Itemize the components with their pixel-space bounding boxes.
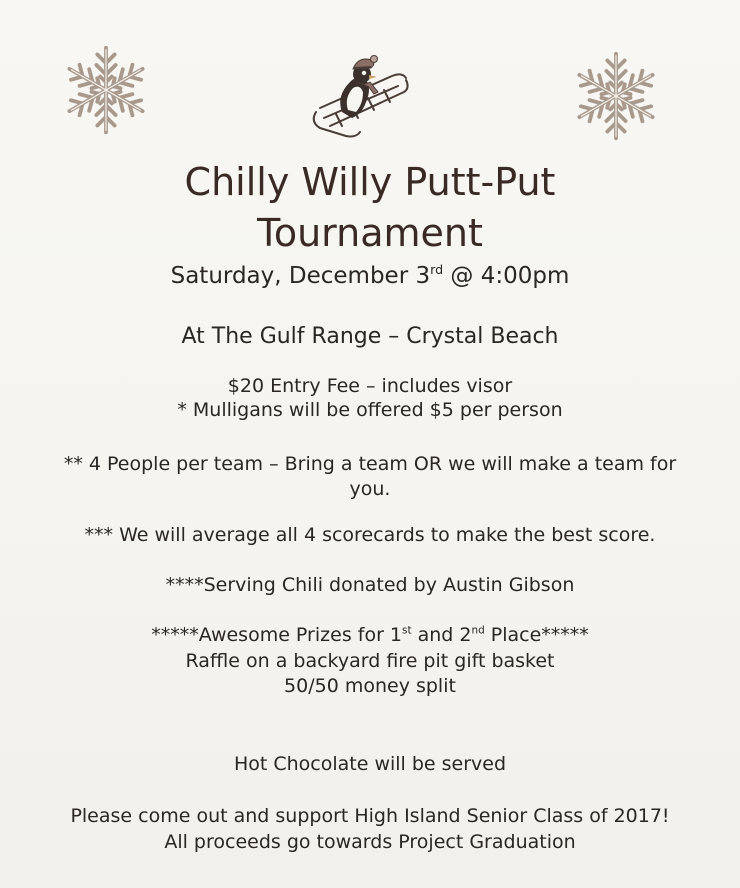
snowflake-icon — [568, 44, 664, 148]
mulligans-note: * Mulligans will be offered $5 per person — [177, 399, 563, 421]
support-note: Please come out and support High Island Senior Class of 2017! — [70, 805, 670, 827]
hot-chocolate-note: Hot Chocolate will be served — [233, 753, 507, 775]
prizes-note: *****Awesome Prizes for 1st and 2nd Place***** — [151, 624, 589, 646]
sledding-penguin-icon — [306, 52, 418, 144]
entry-fee: $20 Entry Fee – includes visor — [227, 375, 513, 397]
split-note: 50/50 money split — [284, 675, 456, 697]
raffle-note: Raffle on a backyard fire pit gift basket — [185, 650, 555, 672]
team-note-line-2: you. — [349, 478, 391, 500]
team-note-line-1: ** 4 People per team – Bring a team OR we will make a team for — [63, 453, 677, 475]
chili-note: ****Serving Chili donated by Austin Gibson — [165, 574, 575, 596]
title-line-1: Chilly Willy Putt-Put — [184, 160, 556, 204]
event-venue: At The Gulf Range – Crystal Beach — [181, 324, 559, 349]
title-line-2: Tournament — [257, 211, 483, 255]
proceeds-note: All proceeds go towards Project Graduation — [164, 831, 576, 853]
event-date: Saturday, December 3rd @ 4:00pm — [170, 262, 570, 289]
scorecards-note: *** We will average all 4 scorecards to make the best score. — [84, 524, 656, 546]
snowflake-icon — [58, 40, 154, 140]
